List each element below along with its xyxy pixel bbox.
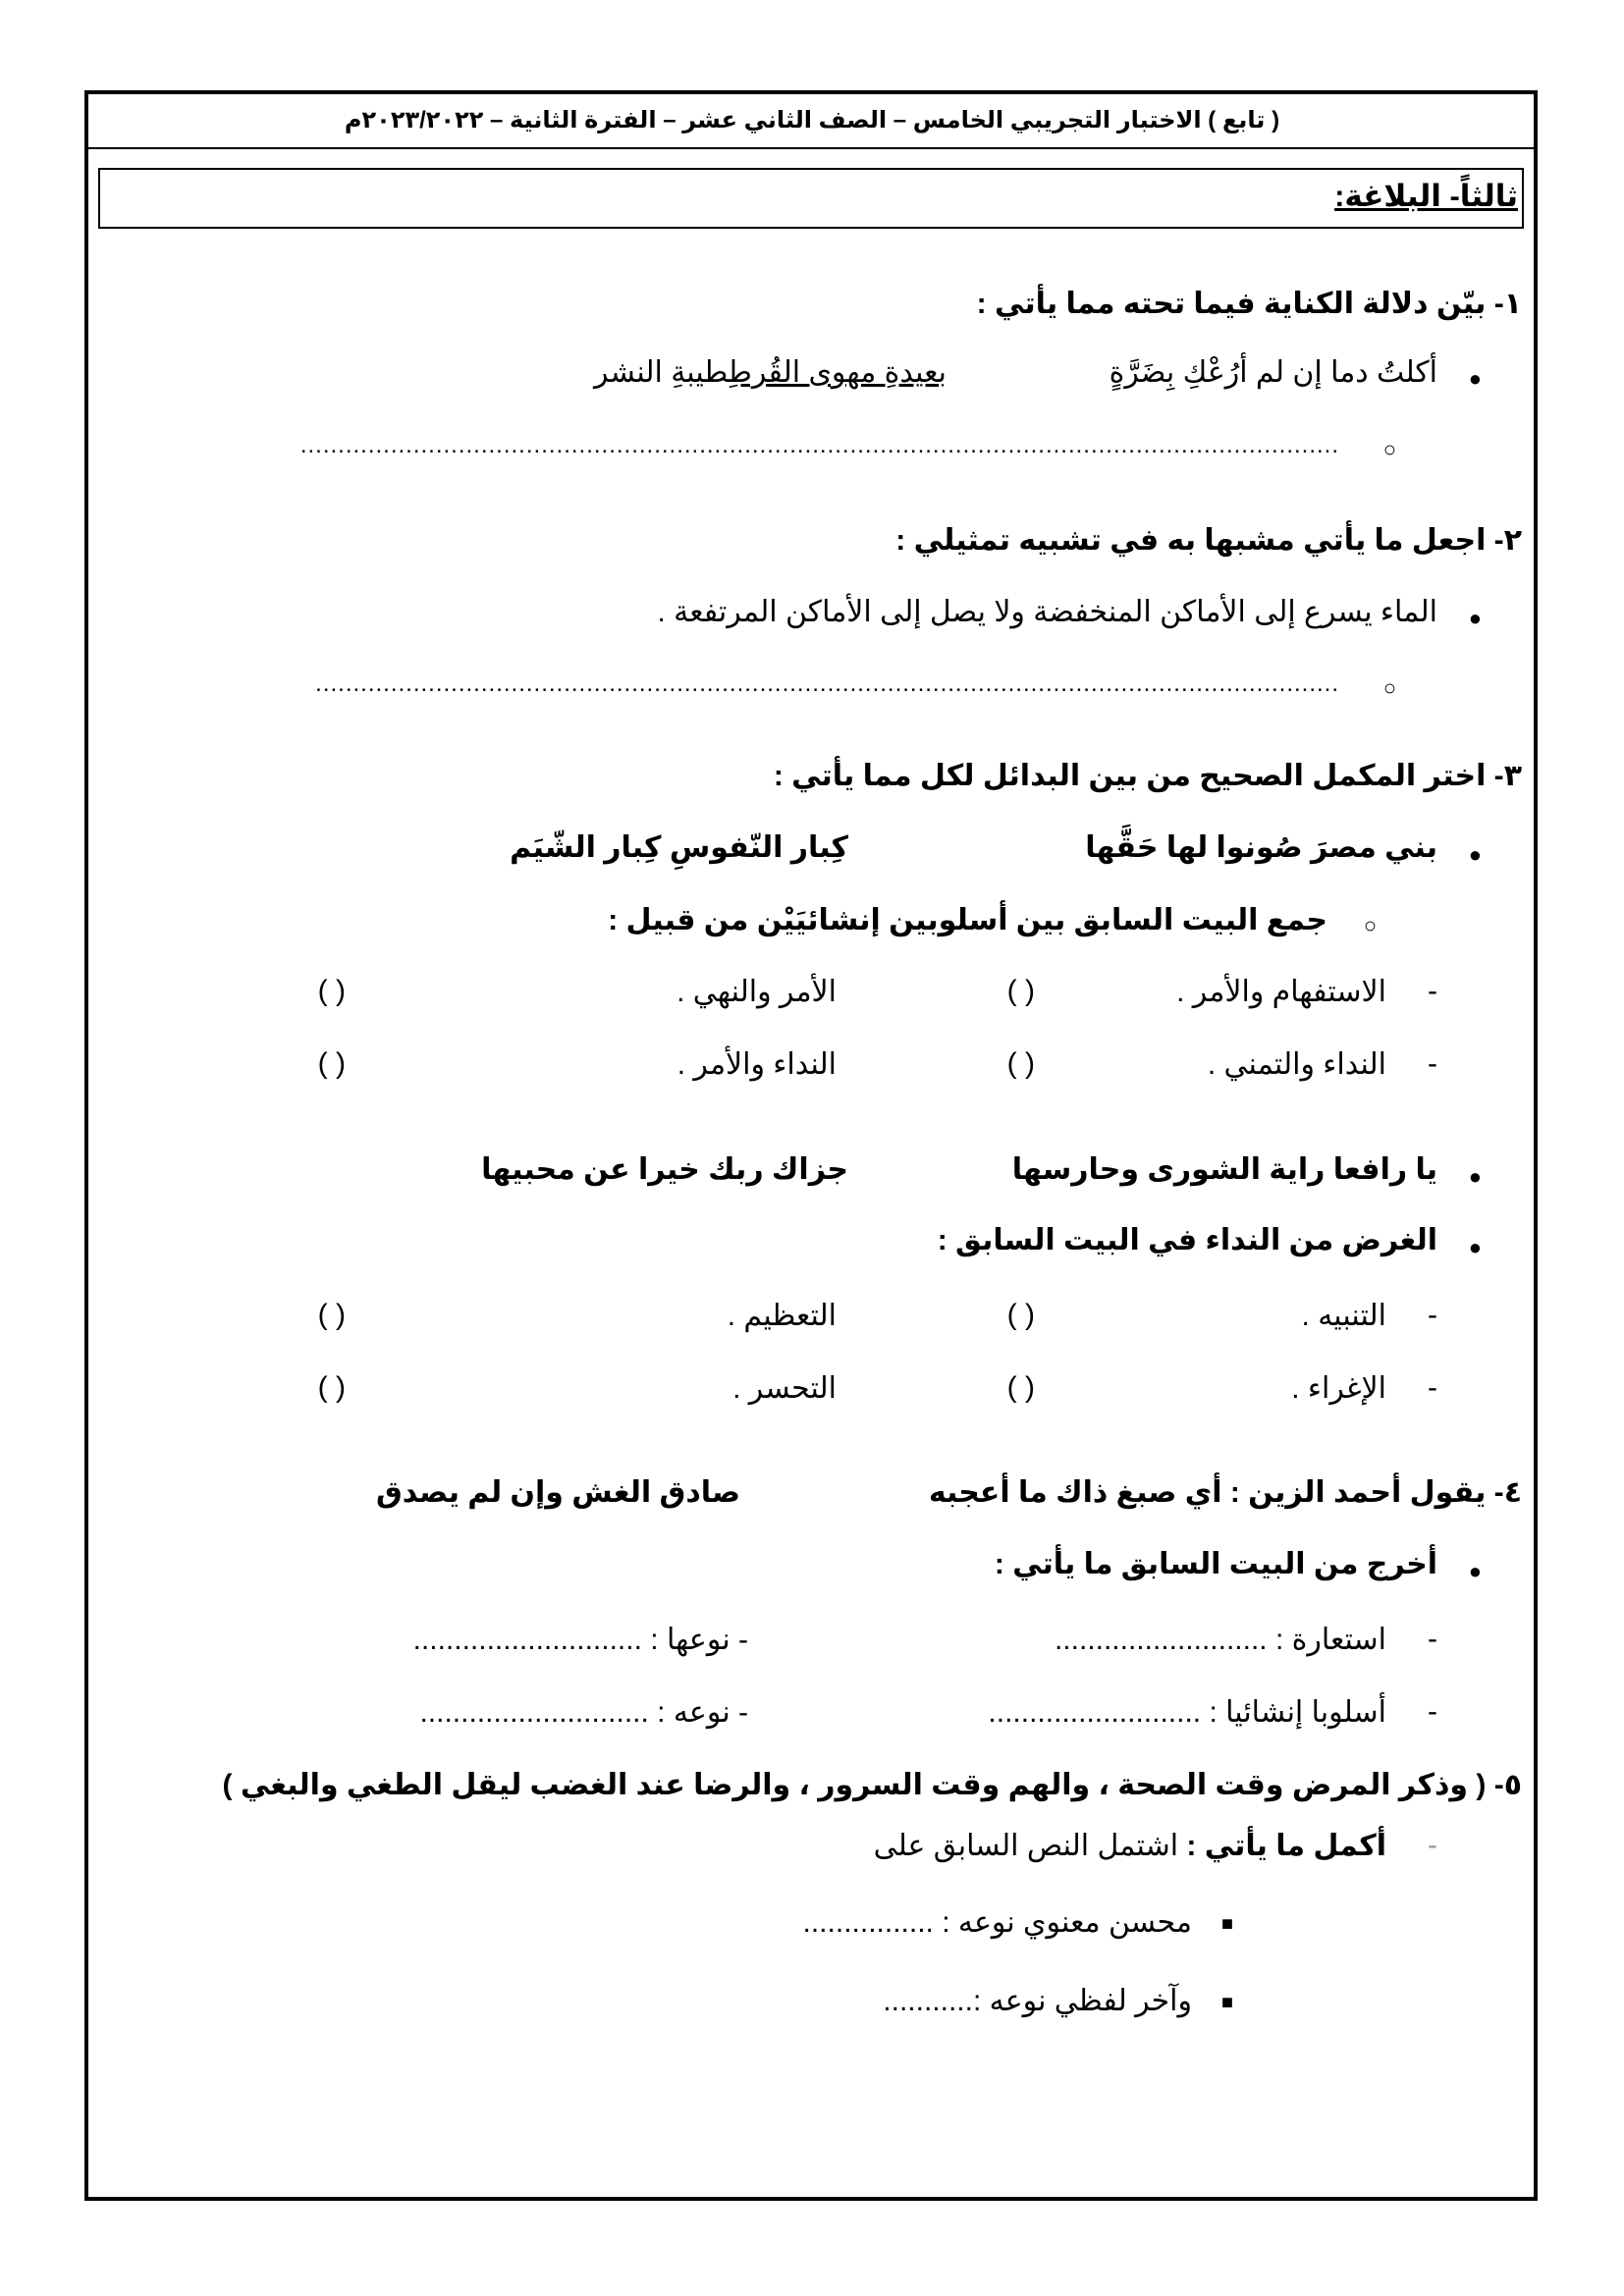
answer-parentheses[interactable]: ( ) <box>1006 975 1035 1007</box>
answer-parentheses[interactable]: ( ) <box>317 1299 346 1331</box>
q3-verse2-right: يا رافعا راية الشورى وحارسها <box>1011 1153 1437 1186</box>
q5-item1: محسن معنوي نوعه : ................ <box>802 1906 1192 1939</box>
q3-option7: الإغراء . <box>1291 1372 1386 1405</box>
q1-answer-line: .......................................................................................................................................... <box>299 432 1339 458</box>
dash: - <box>1428 1299 1437 1331</box>
q4-row1-left: - نوعها : ............................ <box>412 1624 748 1656</box>
header-divider <box>88 147 1534 149</box>
q3-title: ٣- اختر المكمل الصحيح من بين البدائل لكل مما يأتي : <box>773 760 1522 792</box>
answer-parentheses[interactable]: ( ) <box>1006 1047 1035 1080</box>
q4-sub: أخرج من البيت السابق ما يأتي : <box>994 1548 1437 1580</box>
q3-sub2: الغرض من النداء في البيت السابق : <box>937 1224 1437 1256</box>
q3-option3: النداء والتمني . <box>1207 1048 1386 1081</box>
answer-parentheses[interactable]: ( ) <box>1006 1371 1035 1404</box>
square-bullet-icon: ■ <box>1220 1992 1233 2013</box>
dash: - <box>1428 1623 1437 1655</box>
q2-answer-line: ........................................................................................................................................ <box>315 670 1339 697</box>
page-frame <box>84 90 1538 2201</box>
q3-option1: الاستفهام والأمر . <box>1176 976 1386 1008</box>
dash: - <box>1428 1371 1437 1404</box>
q3-option4: النداء والأمر . <box>677 1048 837 1081</box>
q5-sub <box>874 1829 1386 1863</box>
q4-row2-right: أسلوبا إنشائيا : .......................... <box>988 1696 1386 1729</box>
dash: - <box>1428 1695 1437 1728</box>
answer-parentheses[interactable]: ( ) <box>317 1371 346 1404</box>
section-title: ثالثاً- البلاغة: <box>1334 179 1518 213</box>
q5-item2: وآخر لفظي نوعه :........... <box>883 1985 1192 2017</box>
q5-sub-bold: أكمل ما يأتي : <box>1186 1830 1386 1862</box>
answer-parentheses[interactable]: ( ) <box>317 1047 346 1080</box>
q3-option6: التعظيم . <box>727 1300 837 1332</box>
q3-option5: التنبيه . <box>1301 1300 1386 1332</box>
bullet-icon: ● <box>1468 1235 1482 1259</box>
answer-parentheses[interactable]: ( ) <box>1006 1299 1035 1331</box>
q1-verse-left <box>594 355 947 390</box>
bullet-icon: ● <box>1468 606 1482 630</box>
q4-title-right: ٤- يقول أحمد الزين : أي صبغ ذاك ما أعجبه <box>928 1476 1522 1509</box>
q3-sub1: جمع البيت السابق بين أسلوبين إنشائيَيْن من قبيل : <box>608 904 1327 936</box>
q3-verse1-left: كِبار النّفوسِ كِبار الشّيَم <box>510 831 848 864</box>
q4-row1-right: استعارة : .......................... <box>1054 1624 1386 1656</box>
dash: - <box>1428 1829 1437 1861</box>
bullet-icon: ● <box>1468 842 1482 867</box>
bullet-icon: ● <box>1468 1559 1482 1583</box>
q2-title: ٢- اجعل ما يأتي مشبها به في تشبيه تمثيلي : <box>895 524 1522 557</box>
dash: - <box>1428 975 1437 1007</box>
q4-row2-left: - نوعه : ............................ <box>419 1696 748 1729</box>
q1-verse-underlined: بعيدةِ مهوى القُرطِ <box>729 356 947 389</box>
q3-option8: التحسر . <box>732 1372 837 1405</box>
q3-verse1-right: بني مصرَ صُونوا لها حَقَّها <box>1085 831 1437 864</box>
circle-icon: ○ <box>1382 437 1396 461</box>
square-bullet-icon: ■ <box>1220 1913 1233 1935</box>
q1-verse-right: أكلتُ دما إن لم أرُعْكِ بِضَرَّةٍ <box>1109 356 1437 389</box>
section-title-box <box>98 168 1524 229</box>
circle-icon: ○ <box>1363 913 1377 937</box>
bullet-icon: ● <box>1468 1164 1482 1189</box>
dash: - <box>1428 1047 1437 1080</box>
q1-verse-rest: طيبةِ النشر <box>594 356 730 389</box>
q2-sentence: الماء يسرع إلى الأماكن المنخفضة ولا يصل إلى الأماكن المرتفعة . <box>657 596 1437 628</box>
q5-title: ٥- ( وذكر المرض وقت الصحة ، والهم وقت السرور ، والرضا عند الغضب ليقل الطغي والبغي ) <box>222 1769 1522 1801</box>
exam-header: ( تابع ) الاختبار التجريبي الخامس – الصف الثاني عشر – الفترة الثانية – ٢٠٢٣/٢٠٢٢م <box>344 107 1280 133</box>
q5-sub-rest: اشتمل النص السابق على <box>873 1830 1187 1862</box>
q3-option2: الأمر والنهي . <box>677 976 837 1008</box>
q1-title: ١- بيّن دلالة الكناية فيما تحته مما يأتي : <box>976 288 1522 320</box>
bullet-icon: ● <box>1468 366 1482 391</box>
circle-icon: ○ <box>1382 675 1396 700</box>
q4-title-left: صادق الغش وإن لم يصدق <box>375 1476 740 1509</box>
answer-parentheses[interactable]: ( ) <box>317 975 346 1007</box>
q3-verse2-left: جزاك ربك خيرا عن محبيها <box>481 1153 848 1186</box>
